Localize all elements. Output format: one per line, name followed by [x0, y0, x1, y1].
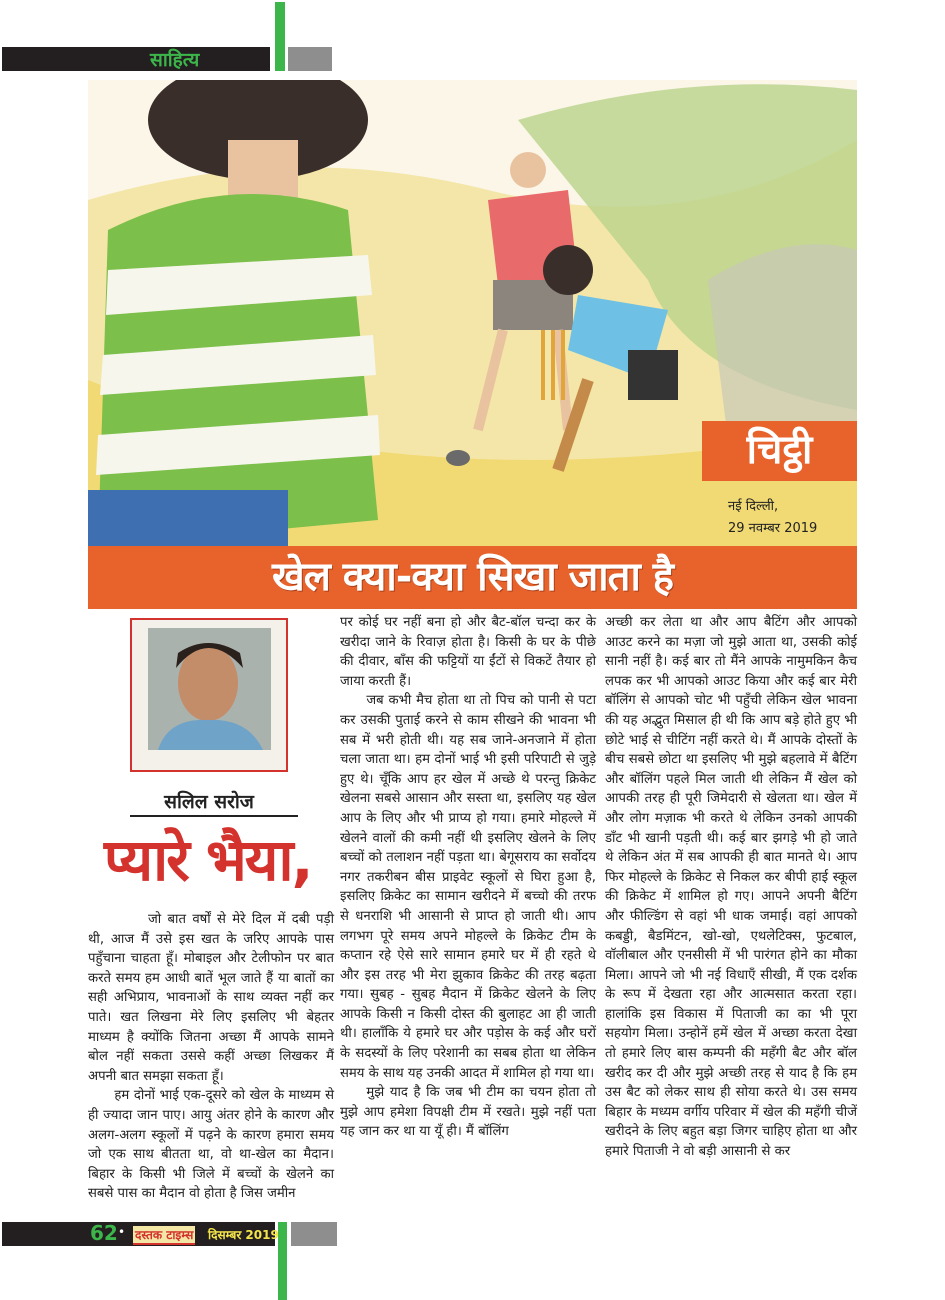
paragraph: जब कभी मैच होता था तो पिच को पानी से पटा कर उसकी पुताई करने से काम सीखने की भावना भी सब में भरी होती थी। यह सब जाने-अनजाने में होता चला जाता था। हम दोनों भाई भी इसी परिपाटी से जुड़े हुए थे। चूँकि आप हर खेल में अच्छे थे परन्तु क्रिकेट खेलना सबसे आसान और सस्ता था, इसलिए यह खेल आप के लिए और भी प्राप्य हो गया। हमारे मोहल्ले में खेलने वालों की कमी नहीं थी इसलिए खेलने के लिए बच्चों को तलाशन नहीं पड़ता था। बेगूसराय का सर्वोदय नगर तकरीबन बीस प्राइवेट स्कूलों से घिरा हुआ है, इसलिए क्रिकेट का सामान खरीदने में बच्चो की तरफ से धनराशि भी आसानी से प्राप्त हो जाती थी। आप लगभग पूरे समय अपने मोहल्ले के क्रिकेट टीम के कप्तान रहे ऐसे सारे सामान हमारे घर में ही रहते थे और इस तरह भी मेरा झुकाव क्रिकेट की तरह बढ़ता गया। सुबह - सुबह मैदान में क्रिकेट खेलने के लिए आपके किसी न किसी दोस्त की बुलाहट आ ही जाती थी। हालाँकि ये हमारे घर और पड़ोस के कई और घरों के सदस्यों के लिए परेशानी का सबब होता था लेकिन समय के साथ यह उनकी आदत में शामिल हो गया था।: [340, 693, 596, 1081]
issue-date: दिसम्बर 2019: [208, 1228, 279, 1242]
article-title: खेल क्या-क्या सिखा जाता है: [272, 554, 673, 600]
text-column-2: [340, 613, 596, 1142]
ball: [446, 450, 470, 466]
dateline: [728, 496, 817, 540]
author-divider: [130, 815, 298, 817]
paragraph: पर कोई घर नहीं बना हो और बैट-बॉल चन्दा कर के खरीदा जाने के रिवाज़ होता है। किसी के घर के पीछे की दीवार, बाँस की फट्टियों या ईंटों से विकटें तैयार हो जाया करती हैं।: [340, 615, 596, 689]
footer-separator: •: [118, 1225, 126, 1239]
footer-accent-green: [278, 1222, 287, 1300]
dateline-date: 29 नवम्बर 2019: [728, 521, 818, 536]
letter-greeting: प्यारे भैया,: [104, 826, 312, 894]
footer-accent-gray: [291, 1222, 337, 1246]
paragraph: मुझे याद है कि जब भी टीम का चयन होता तो मुझे आप हमेशा विपक्षी टीम में रखते। मुझे नहीं पता यह जान कर था या यूँ ही। मैं बॉलिंग: [340, 1085, 596, 1140]
header-accent-green: [275, 2, 285, 71]
author-photo: [148, 628, 271, 750]
dateline-place: नई दिल्ली,: [728, 499, 779, 514]
page-number: 62: [90, 1221, 118, 1245]
header-bar: [2, 47, 270, 71]
letter-badge: चिट्ठी: [702, 421, 857, 481]
header-accent-gray: [288, 47, 332, 71]
text-column-3: [605, 613, 857, 1162]
text-column-1: [88, 910, 334, 1204]
paragraph: जो बात वर्षों से मेरे दिल में दबी पड़ी थी, आज मैं उसे इस खत के जरिए आपके पास पहुँचाना चाहता हूँ। मोबाइल और टेलीफोन पर बात करते समय हम आधी बातें भूल जाते हैं या बातों का सही अभिप्राय, भावनाओं के साथ व्यक्त नहीं कर पाते। खत लिखना मेरे लिए इसलिए भी बेहतर माध्यम है क्योंकि जितना अच्छा मैं आपके सामने बोल नहीं सकता उससे कहीं अच्छा लिखकर मैं अपनी बात समझा सकता हूँ।: [88, 912, 334, 1084]
paragraph: हम दोनों भाई एक-दूसरे को खेल के माध्यम से ही ज्यादा जान पाए। आयु अंतर होने के कारण और अलग-अलग स्कूलों में पढ़ने के कारण हमारा समय जो एक साथ बीतता था, वो था-खेल का मैदान। बिहार के किसी भी जिले में बच्चों के खेलने का सबसे पास का मैदान वो होता है जिस जमीन: [88, 1088, 334, 1202]
section-label: साहित्य: [150, 49, 200, 71]
paragraph: अच्छी कर लेता था और आप बैटिंग और आपको आउट करने का मज़ा जो मुझे आता था, उसकी कोई सानी नहीं है। कई बार तो मैंने आपके नामुमकिन कैच लपक कर भी आपको आउट किया और कई बार मेरी बॉलिंग से आपको चोट भी पहुँची लेकिन खेल भावना की यह अद्भुत मिसाल ही थी कि आप बड़े होते हुए भी छोटे भाई से चीटिंग नहीं करते थे। मैं आपके दोस्तों के बीच सबसे छोटा था इसलिए भी मुझे बहलावे में बैटिंग और बॉलिंग पहले मिल जाती थी लेकिन मैं खेल को आपकी तरह ही पूरी जिमेदारी से खेलता था। खेल में और लोग मज़ाक भी करते थे लेकिन उनको आपकी डाँट भी खानी पड़ती थी। कई बार झगड़े भी हो जाते थे लेकिन अंत में सब आपकी ही बात मानते थे। आप फिर मोहल्ले के क्रिकेट से निकल कर बीपी हाई स्कूल की क्रिकेट में शामिल हो गए। आपने अपनी बैटिंग और फील्डिंग से वहां भी धाक जमाई। वहां आपको कबड्डी, बैडमिंटन, खो-खो, एथलेटिक्स, फुटबाल, वॉलीबाल और एनसीसी में भी पारंगत होने का मौका मिला। आपने जो भी नई विधाएँ सीखी, मैं एक दर्शक के रूप में देखता रहा और आत्मसात करता रहा। हालांकि इस विकास में पिताजी का का भी पूरा सहयोग मिला। उन्होनें हमें खेल में अच्छा करता देखा तो हमारे लिए बास कम्पनी की महँगी बैट और बॉल खरीद कर दी और मुझे अच्छी तरह से याद है कि हम उस बैट को लेकर साथ ही सोया करते थे। उस समय बिहार के मध्यम वर्गीय परिवार में खेल की महँगी चीजें खरीदने के लिए बहुत बड़ा जिगर चाहिए होता था और हमारे पिताजी ने वो बड़ी आसानी से कर: [605, 615, 857, 1160]
author-name: सलिल सरोज: [164, 791, 254, 813]
magazine-logo: दस्तक टाइम्स: [133, 1226, 195, 1245]
